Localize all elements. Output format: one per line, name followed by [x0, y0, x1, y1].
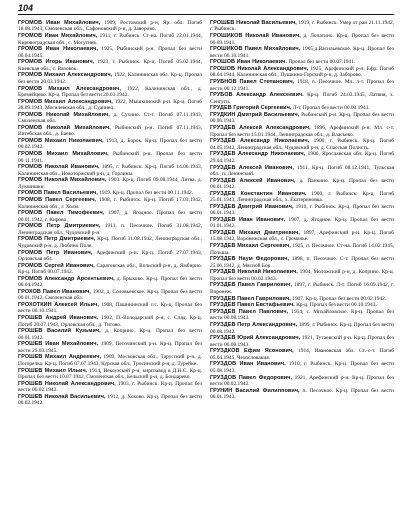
entry-details: 1905,д.Васильевское. Кр-ц. Пропал без вести 00.10.1941. [210, 46, 394, 59]
left-column [18, 20, 202, 519]
entry-name: ГРУЗДЕВ Михаил Сергеевич, [210, 243, 291, 250]
entry-details: д. Коприно. Кр-ц. Пропал без вести 00.01.1942. [18, 328, 202, 341]
entry-details: 1921, Тутаевский р-н. Кр-ц. Пропал без вести 00.08.1943. [210, 335, 394, 348]
entry-details: 1899, г. Рыбинск. Кр-ц. Пропал без вести 00.08.1942. [210, 322, 394, 335]
list-entry [210, 217, 394, 230]
entry-details: 1908, Пашининский с/с. Кр-ц. Пропал без вести 00.10.1941. [18, 302, 202, 315]
entry-details: 1911, п. Песочное. Погиб 31.08.1942, Ленинградская обл., Чудовский р-н. [18, 223, 202, 236]
list-entry [210, 191, 394, 204]
list-entry [210, 46, 394, 59]
list-entry [210, 309, 394, 322]
entry-name: ГРУЗДКОВ Ефим Ясонович, [210, 348, 294, 355]
entry-name: ГРУЗДЕВ Дмитрий Иванович, [210, 203, 294, 210]
list-entry [210, 302, 394, 308]
list-entry [210, 125, 394, 138]
list-entry [18, 341, 202, 354]
list-entry [18, 138, 202, 151]
entry-name: ГРОМОВ Николай Иванович, [18, 164, 100, 171]
entry-name: ГРУДЕВ Григорий Сергеевич, [210, 105, 292, 112]
entry-name: ГРУЗДЕВ Алексей Иванович, [210, 164, 294, 171]
entry-name: ГРУЗДЕВ Александр Николаевич, [210, 151, 306, 158]
list-entry [210, 388, 394, 401]
entry-details: Саратовская обл., Вольский р-н, д. Ямбирно. Кр-ц. Погиб 00.07.1942. [18, 262, 202, 276]
list-entry [18, 394, 202, 407]
entry-details: 1907, д. Ягодное. Пропал без вести 00.01.1942, г. Кирово. [18, 210, 202, 223]
entry-name: ГРОМОВ Иван Михайлович, [18, 20, 101, 26]
list-entry [210, 282, 394, 295]
entry-name: ГРОМОВ Иван Михайлович, [18, 33, 98, 40]
list-entry [210, 66, 394, 79]
entry-details: 1898, п. Песочное. С-т. Пропал без вести 25.06.1942, д. Мясной Бор. [210, 256, 394, 269]
entry-details: 1922, Калининская обл., д. Еремейцево. Кр-ц. Пропал без вести 20.03.1942. [18, 85, 202, 98]
entry-name: ГРУНИН Василий Филиппович, [210, 387, 300, 394]
list-entry [18, 302, 202, 315]
entry-name: ГРУБНОВ Павел Степанович, [210, 79, 295, 86]
entry-name: ГРОМОВ Иван Николаевич, [18, 46, 98, 53]
entry-name: ГРОХОТКИН Алексей Ильич, [18, 302, 99, 308]
entry-name: ГРУЗДЕВ Павел Евстафьевич. [210, 302, 295, 309]
entry-details: 1900, г. Рыбинск. Кр-ц. Погиб 04.05.1942, Ленинградская обл., Чудовский р-н, д. Спасская Полисть. [210, 138, 394, 151]
entry-details: 1895, г. Рыбинск. Кр-ц. Погиб 14.06.1943, Калининская обл., Новоторжский р-н, д. Горлины. [18, 164, 202, 177]
entry-details: Л-т. Пропал без вести 00.00.1941. [291, 105, 370, 112]
entry-details: 1897, Арефинский р-н. Кр-ц. Погиб 15.08.1942, Воронежская обл., с. Гремячье. [210, 230, 394, 243]
entry-name: ГРОМОВ Сергей Иванович, [18, 262, 95, 269]
entry-details: 1925, Арефинский р-н. Ефр. Погиб 08.04.1944, Калининская обл., Пушкино-Горский р-н, д. Заборово. [210, 66, 394, 79]
list-entry [18, 125, 202, 138]
list-entry [18, 197, 202, 210]
entry-name: ГРУДКИН Дмитрий Васильевич, [210, 112, 300, 119]
list-entry [210, 243, 394, 256]
list-entry [210, 204, 394, 217]
entry-name: ГРОШЕВ Андрей Иванович, [18, 315, 99, 322]
entry-details: 1903. Кр-ц. Погиб 09.08.1944, Литва, д. Лукшишки. [18, 177, 202, 190]
entry-name: ГРУЗДЕВ Алексей Иванович, [210, 177, 296, 184]
list-entry [210, 105, 394, 111]
list-entry [18, 86, 202, 99]
entry-details: 1914, с. Михайловское. Кр-ц. Пропал без вести 00.08.1943. [210, 309, 394, 322]
list-entry [18, 236, 202, 249]
list-entry [210, 178, 394, 191]
list-entry [18, 354, 202, 367]
entry-name: ГРУБОВ Александр Алексеевич. [210, 92, 304, 99]
entry-details: 1923, г. Рыбинск. Кр-ц. Погиб 05.02.1944, Киевская обл., с. Вязовок. [18, 59, 202, 72]
entry-name: ГРУЗДЕВ Константин Иванович, [210, 190, 307, 197]
list-entry [210, 322, 394, 335]
entry-name: ГРОМОВ Петр Иванович, [18, 249, 93, 256]
entry-details: 1909, Песочинский р-н. Кр-ц. Пропал без вести 29.03.1945. [18, 341, 202, 354]
entry-name: ГРОМОВ Павел Васильевич, [18, 190, 98, 197]
entry-details: 1897, г. Рыбинск. Л-т. Погиб 16.09.1942, г. Воронеж. [210, 282, 394, 295]
entry-details: 1918, п. Песочное. Мл. л-т. Пропал без вести 00.12.1941. [210, 79, 394, 92]
entry-details: 1911, Кр-ц. Погиб 08.12.1941, Тульская обл., п. Ленинский. [210, 164, 394, 177]
entry-name: ГРОМОВ Михаил Александрович, [18, 85, 121, 92]
header-rule [18, 14, 394, 15]
entry-details: 1910, г. Рыбинск. Кр-ц. Пропал без вести 05.08.1943. [210, 361, 394, 374]
list-entry [18, 223, 202, 236]
entry-details: 1908, г. Рыбинск. Кр-ц. Погиб 17.03.1942, Калининская обл., г. Холм. [18, 197, 202, 210]
entry-name: ГРУЗДЕВ Юрий Александрович, [210, 335, 301, 342]
entry-details: д. Сухино. Ст-т. Погиб 07.11.1943, Смоленская обл. [18, 111, 202, 125]
list-entry [210, 59, 394, 65]
entry-name: ГРОШОВ Иван Николаевич. [210, 59, 287, 66]
entry-details: 1925, п. Песочное. Ст-на. Погиб 14.02.1945, Польша. [210, 243, 394, 256]
list-entry [18, 276, 202, 289]
list-entry [18, 20, 202, 33]
list-entry [210, 112, 394, 125]
list-entry [210, 230, 394, 243]
entry-name: ГРУЗДЕВ Алексей Александрович, [210, 125, 311, 132]
entry-name: ГРУЗДОВ Павел Федорович, [210, 374, 293, 381]
list-entry [18, 112, 202, 125]
entry-details: 1921, Арефинский р-н. Кр-ц. Пропал без вести 00.02.1942. [210, 374, 394, 387]
entry-name: ГРОМОВ Николай Михайлович, [18, 111, 110, 118]
entry-details: 1925, Рыбинский р-н. Пропал без вести 00.04.1945. [18, 46, 202, 59]
entry-details: 1906, Ярославская обл. Кр-ц. Погиб 29.04.1942. [210, 151, 394, 164]
list-entry [210, 361, 394, 374]
entry-name: ГРОМОВ Михаил Александрович, [18, 72, 113, 79]
entry-details: 1909, Московская обл., Тарусский р-н, д. Погорелка. Кр-ц. Погиб 07.07.1943, Курская обл., Тросинский р-н, д. Турейки. [18, 354, 202, 367]
page-number: 104 [18, 3, 34, 13]
list-entry [18, 190, 202, 196]
entry-details: Кр-ц. Пропал без вести 00.10.1943. [294, 302, 377, 309]
entry-name: ГРУЗДОВ Иван Иванович, [210, 361, 286, 368]
entry-details: 1904, Моложский р-н, д. Коприно. Кр-ц. Пропал без вести 00.02.1943. [210, 269, 394, 282]
entry-name: ГРОШОВ Николай Александрович, [210, 66, 309, 73]
entry-details: Кр-ц. Погиб 24.03.1945, Латвия, х. Сенгуги. [210, 92, 394, 105]
list-entry [18, 164, 202, 177]
entry-details: 1911, г. Рыбинск. Ст-на. Погиб 22.01.1944, Кировоградская обл., с. Могутнев. [18, 33, 202, 46]
list-entry [18, 72, 202, 85]
list-entry [18, 151, 202, 164]
entry-name: ГРОШИКОВ Павел Михайлович, [210, 46, 301, 53]
list-entry [18, 315, 202, 328]
entry-details: 1900, г. Рыбинск. Кр-ц. Погиб 25.01.1943, Ленинградская обл., х. Екатериновка. [210, 190, 394, 204]
entry-name: ГРОМОВ Петр Дмитриевич, [18, 236, 96, 243]
entry-name: ГРОШЕВ Михаил Ильич, [18, 367, 88, 374]
entry-name: ГРОШЕВ Николай Васильевич, [210, 20, 297, 26]
entry-details: 1922, Калининская обл. Кр-ц. Пропал без вести 20.03.1942. [18, 72, 202, 85]
entry-details: 1909, Ростовский р-н, Яр. обл. Погиб 18.08.1943, Смоленская обл., Сафоновский р-н, д. Заворово. [18, 20, 202, 33]
entry-name: ГРУЗДЕВ Александр Николаевич, [210, 138, 310, 145]
list-entry [210, 79, 394, 92]
entry-name: ГРУЗДЕВ Павел Гаврилович, [210, 295, 291, 302]
list-entry [18, 210, 202, 223]
entry-name: ГРОШЕВ Василий Кузьмич, [18, 328, 101, 335]
list-entry [18, 99, 202, 112]
entry-name: ГРОШЕВ Иван Михайлович, [18, 341, 99, 348]
entry-name: ГРУЗДЕВ Михаил Дмитриевич, [210, 230, 301, 237]
entry-name: ГРУЗДЕВ Петр Александрович, [210, 322, 298, 329]
entry-details: Арефинский р-н. Кр-ц. Погиб 27.07.1943, Орловская обл. [18, 249, 202, 262]
entry-details: Кр-ц. Погиб 31.08.1942, Ленинградская обл., Чудовский р-н, д. Любино Поле. [18, 236, 202, 249]
list-entry [210, 151, 394, 164]
text-columns [18, 20, 394, 519]
list-entry [210, 20, 394, 33]
list-entry [210, 375, 394, 388]
list-entry [18, 177, 202, 190]
entry-name: ГРОШЕВ Михаил Андреевич, [18, 354, 102, 361]
entry-name: ГРОШЕВ Николай Александрович, [18, 380, 116, 387]
list-entry [18, 381, 202, 394]
entry-details: д. Панкино. Кр-ц. Пропал без вести 00.01.1942. [210, 177, 394, 191]
entry-name: ГРОШИКОВ Николай Иванович, [210, 33, 301, 40]
list-entry [210, 256, 394, 269]
entry-details: п. Песочное. Кр-ц. Пропал без вести 00.01.1943. [210, 387, 394, 401]
entry-name: ГРУЗДЕВ Николай Николаевич, [210, 269, 298, 276]
list-entry [210, 92, 394, 105]
entry-details: 1913, д. Борок. Кр-ц. Пропал без вести 00.02.1942. [18, 137, 202, 151]
entry-details: Рыбинский р-н. Пропал без вести 00.11.1941. [18, 151, 202, 164]
entry-name: ГРУЗДЕВ Иван Иванович, [210, 216, 286, 223]
entry-details: 1902, д. Соловьевское. Кр-ц. Пропал без вести 00.01.1942, Смоленская обл. [18, 288, 202, 302]
list-entry [18, 33, 202, 46]
list-entry [18, 368, 202, 381]
entry-name: ГРУЗДЕВ Наум Федорович, [210, 256, 290, 263]
list-entry [210, 165, 394, 178]
list-entry [18, 59, 202, 72]
entry-details: 1907, д. Ягодное. Кр-ц. Пропал без вести 01.01.1942. [210, 216, 394, 230]
list-entry [18, 250, 202, 263]
list-entry [210, 335, 394, 348]
entry-details: 1914, Некоузский р-н, кирпзавод в Д.Н.С. Кр-ц. Пропал без вести 10.07.1942, Смоленская обл., Бельский р-н, д. Бондарево. [18, 367, 202, 380]
list-entry [210, 269, 394, 282]
entry-details: Рыбинский р-н. Кр-ц. Пропал без вести 00.06.1943. [210, 112, 394, 125]
entry-name: ГРОМОВ Петр Дмитриевич, [18, 223, 101, 230]
entry-details: 1919. Кр-ц. Пропал без вести 00.11.1942. [97, 190, 194, 197]
entry-name: ГРОМОВ Александр Арсентьевич, [18, 275, 115, 282]
entry-details: 1912, д. Хохово. Кр-ц. Пропал без вести 00.02.1942. [18, 393, 202, 407]
entry-name: ГРУЗДЕВ Павел Павлович, [210, 309, 289, 315]
entry-details: 1914, Ивановская обл. Ст.-с-т. Погиб 05.04.1945, Чехословакия. [210, 348, 394, 361]
list-entry [210, 33, 394, 46]
entry-name: ГРОМОВ Павел Тимофеевич, [18, 210, 105, 217]
list-entry [18, 289, 202, 302]
entry-name: ГРОМОВ Николай Михайлович, [18, 177, 107, 184]
list-entry [210, 348, 394, 361]
entry-details: 1919, г. Рыбинск. Умер от ран 21.11.1942, г. Рыбинск. [210, 20, 394, 33]
entry-name: ГРОМОВ Павел Сергеевич, [18, 197, 97, 204]
entry-details: 1922, Мышкинский р-н. Кр-ц. Погиб 28.09.1943, Могилевская обл., д. Судинец. [18, 98, 202, 112]
entry-details: д. Лопатино. Кр-ц. Пропал без вести 00.09.1941. [210, 33, 394, 46]
list-entry [18, 328, 202, 341]
entry-details: 1910, г. Рыбинск. Кр-ц. Пропал без вести 00.01.1943. [210, 203, 394, 217]
right-column [210, 20, 394, 519]
entry-name: ГРУЗДЕВ Павел Гаврилович, [210, 282, 293, 289]
entry-details: Пропал без вести 00.07.1941. [286, 59, 356, 66]
entry-name: ГРОШЕВ Николай Васильевич, [18, 393, 106, 400]
list-entry [210, 138, 394, 151]
entry-details: 1902, П.-Володарский р-н, с. Сляд. Кр-ц. Погиб 20.07.1943, Орловская обл., д. Титово. [18, 315, 202, 328]
entry-name: ГРОХОВ Павел Иванович, [18, 288, 91, 295]
entry-name: ГРОМОВ Михаил Николаевич, [18, 137, 104, 144]
list-entry [18, 263, 202, 276]
entry-name: ГРОМОВ Михаил Михайлович, [18, 151, 109, 158]
entry-details: Рыбинский р-н. Погиб 07.11.1943, Витебская обл., д. Баево. [18, 124, 202, 138]
entry-details: 1903, г. Рыбинск. Кр-ц. Пропал без вести 00.02.1942. [18, 380, 202, 394]
list-entry [18, 46, 202, 59]
entry-name: ГРОМОВ Михаил Александрович, [18, 98, 113, 105]
entry-name: ГРОМОВ Николай Михайлович, [18, 124, 111, 131]
entry-name: ГРОМОВ Игорь Иванович, [18, 59, 95, 66]
entry-details: д. Брыково. Кр-ц. Пропал без вести 00.04.1942. [18, 275, 202, 289]
entry-details: 1907. Кр-ц. Пропал без вести 00.02.1942. [290, 295, 387, 302]
entry-details: 1896, Арефинский р-н. Мл. с-т. Пропал без вести 15.01.1944, Ленинградская обл., д. Власьево. [210, 125, 394, 138]
